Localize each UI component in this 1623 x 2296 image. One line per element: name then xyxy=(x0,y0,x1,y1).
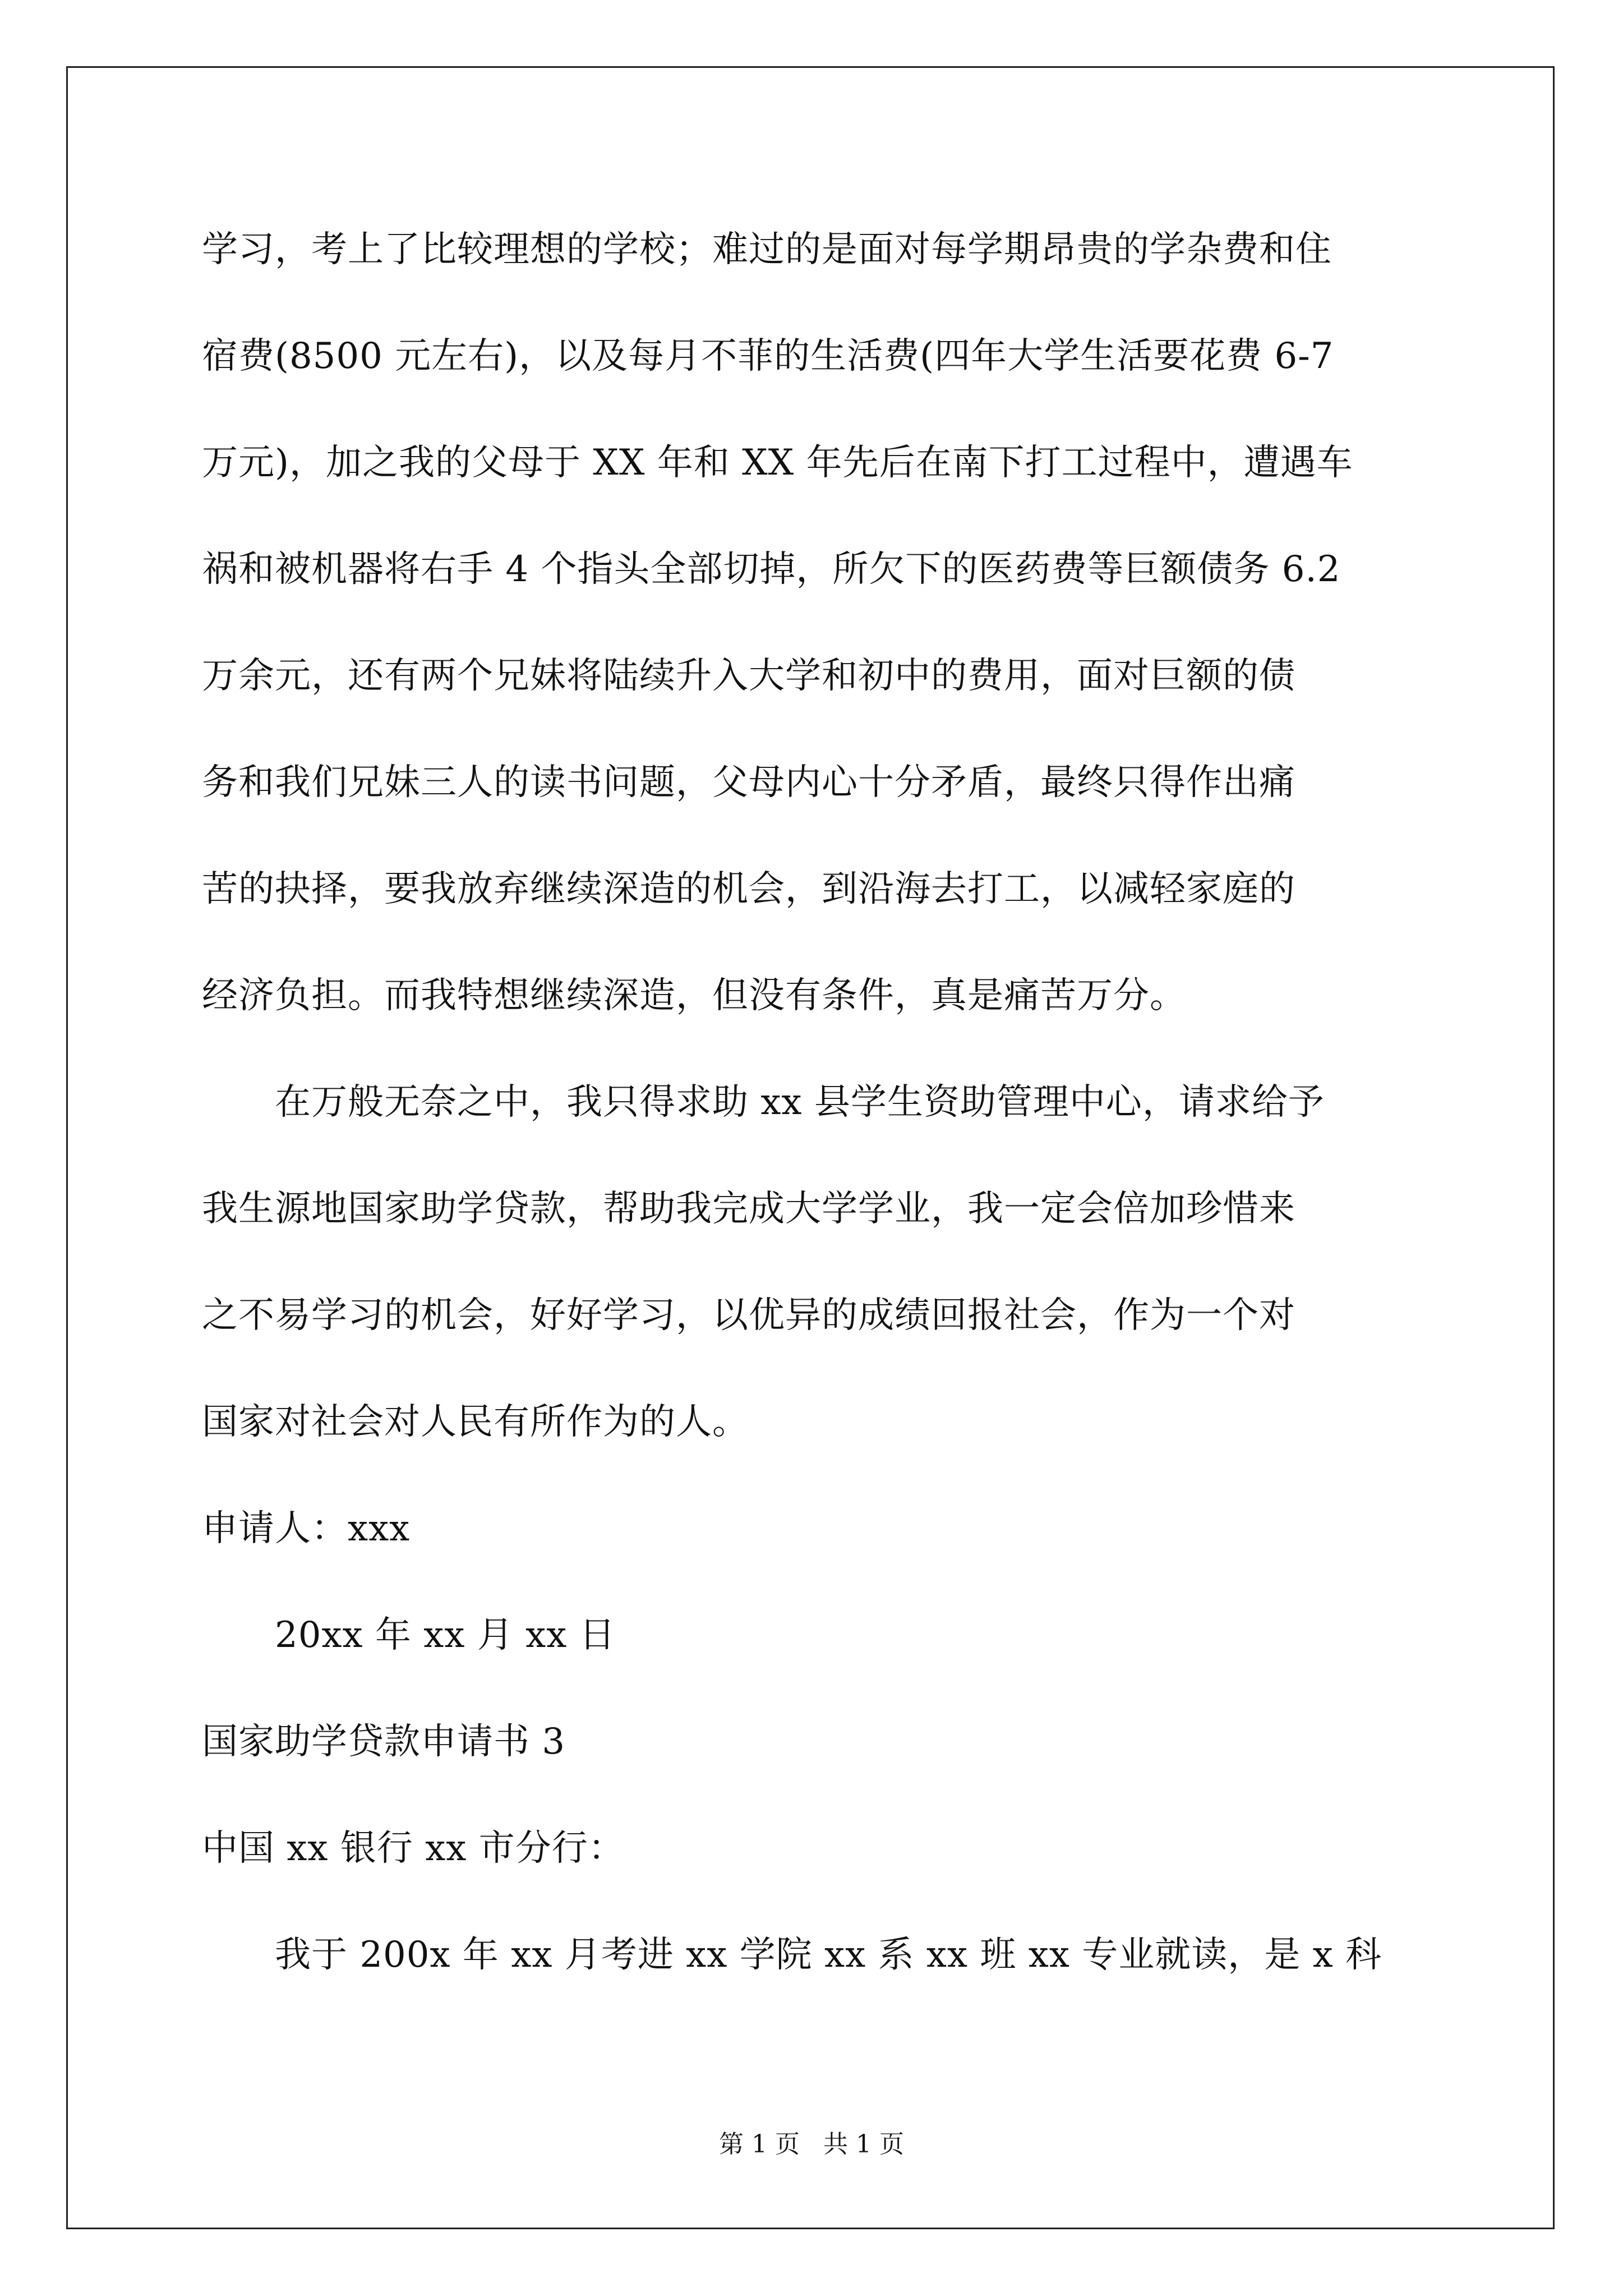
body-text-line: 经济负担。而我特想继续深造，但没有条件，真是痛苦万分。 xyxy=(202,975,1186,1016)
section-title: 国家助学贷款申请书 3 xyxy=(202,1721,566,1763)
body-text-line: 苦的抉择，要我放弃继续深造的机会，到沿海去打工，以减轻家庭的 xyxy=(202,868,1295,910)
body-text-line: 宿费(8500 元左右)，以及每月不菲的生活费(四年大学生活要花费 6-7 xyxy=(202,335,1334,377)
body-text-line: 务和我们兄妹三人的读书问题，父母内心十分矛盾，最终只得作出痛 xyxy=(202,762,1295,803)
page-border xyxy=(66,66,1555,2229)
page-footer: 第 1 页 共 1 页 xyxy=(719,2130,904,2159)
body-text-line: 我生源地国家助学贷款，帮助我完成大学学业，我一定会倍加珍惜来 xyxy=(202,1188,1295,1230)
body-text-line: 之不易学习的机会，好好学习，以优异的成绩回报社会，作为一个对 xyxy=(202,1295,1295,1336)
body-text-line: 国家对社会对人民有所作为的人。 xyxy=(202,1401,749,1443)
body-text-line: 万余元，还有两个兄妹将陆续升入大学和初中的费用，面对巨额的债 xyxy=(202,655,1295,697)
body-text-line: 万元)，加之我的父母于 XX 年和 XX 年先后在南下打工过程中，遭遇车 xyxy=(202,442,1353,484)
salutation-line: 中国 xx 银行 xx 市分行： xyxy=(202,1828,625,1869)
body-text-line: 学习，考上了比较理想的学校；难过的是面对每学期昂贵的学杂费和住 xyxy=(202,229,1332,270)
body-text-line: 祸和被机器将右手 4 个指头全部切掉，所欠下的医药费等巨额债务 6.2 xyxy=(202,549,1341,590)
date-line: 20xx 年 xx 月 xx 日 xyxy=(275,1614,616,1656)
paragraph-first-line: 在万般无奈之中，我只得求助 xx 县学生资助管理中心，请求给予 xyxy=(275,1082,1325,1123)
applicant-line: 申请人：xxx xyxy=(202,1508,411,1549)
paragraph-first-line: 我于 200x 年 xx 月考进 xx 学院 xx 系 xx 班 xx 专业就读，是 x 科 xyxy=(275,1934,1382,1976)
